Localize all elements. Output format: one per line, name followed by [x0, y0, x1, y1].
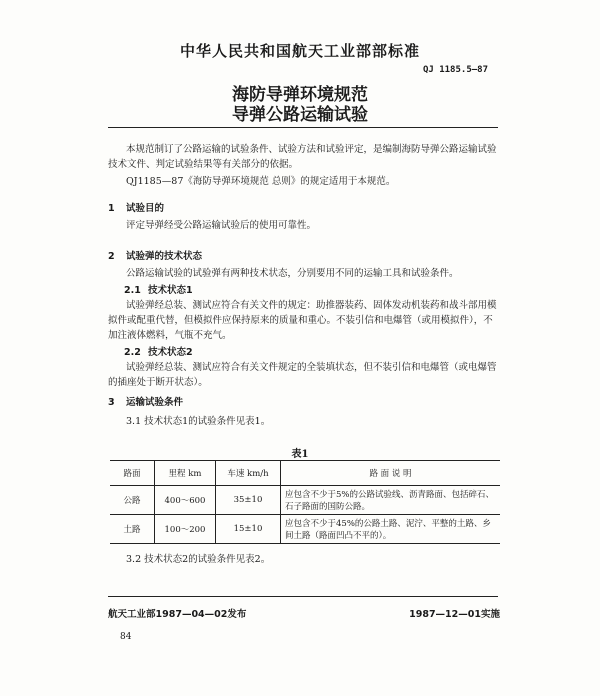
- subsection-2-1-text: 试验弹经总装、测试应符合有关文件的规定：助推器装药、固体发动机装药和战斗部用模拟件或配重代替，但模拟件应保持原来的质量和重心。不装引信和电爆管（或用模拟件），不加注液体燃料，气瓶不充气。: [108, 300, 497, 341]
- table-cell: 应包含不少于45%的公路土路、泥泞、平整的土路、乡间土路（路面凹凸不平的）。: [285, 519, 491, 541]
- table-cell: 35±10: [216, 486, 281, 515]
- intro-reference: QJ1185—87《海防导弹环境规范 总则》的规定适用于本规范。: [126, 176, 396, 187]
- table-cell: 土路: [110, 515, 155, 544]
- subsection-2-2-text: 试验弹经总装、测试应符合有关文件规定的全装填状态，但不装引信和电爆管（或电爆管的插座处于断开状态）。: [108, 362, 497, 388]
- table-cell: 100～200: [155, 515, 216, 544]
- table-cell: 15±10: [216, 515, 281, 544]
- document-subtitle: 导弹公路运输试验: [232, 105, 368, 125]
- header-rule: [108, 127, 498, 128]
- section-number: 2: [108, 251, 115, 262]
- section-3-2-text: 3.2 技术状态2的试验条件见表2。: [126, 554, 271, 565]
- issue-date: 航天工业部1987—04—02发布: [108, 609, 247, 620]
- table-cell: 应包含不少于5%的公路试验线、沥青路面、包括碎石、石子路面的国防公路。: [285, 490, 494, 512]
- subsection-2-2-heading: [124, 344, 193, 358]
- table-header-cell: 里程 km: [155, 461, 216, 486]
- section-title: 试验弹的技术状态: [126, 251, 203, 262]
- section-1-text: 评定导弹经受公路运输试验后的使用可靠性。: [126, 220, 317, 231]
- subsection-number: 2.2: [124, 347, 141, 358]
- table-row: [110, 486, 500, 515]
- section-1-heading: [108, 200, 164, 214]
- document-title: 海防导弹环境规范: [232, 85, 368, 105]
- subsection-title: 技术状态2: [148, 347, 193, 358]
- section-title: 运输试验条件: [126, 397, 184, 408]
- subsection-title: 技术状态1: [148, 285, 193, 296]
- section-2-text: 公路运输试验的试验弹有两种技术状态，分别要用不同的运输工具和试验条件。: [126, 268, 459, 279]
- test-conditions-table: [110, 460, 500, 544]
- effective-date: 1987—12—01实施: [409, 609, 500, 620]
- table-row: [110, 515, 500, 544]
- section-3-text: 3.1 技术状态1的试验条件见表1。: [126, 416, 271, 427]
- section-number: 3: [108, 397, 115, 408]
- table-header-cell: 路面: [110, 461, 155, 486]
- subsection-2-1-heading: [124, 282, 193, 296]
- table-header-cell: 车速 km/h: [216, 461, 281, 486]
- table-header-cell: 路 面 说 明: [369, 469, 412, 479]
- intro-paragraph: 本规范制订了公路运输的试验条件、试验方法和试验评定，是编制海防导弹公路运输试验技术文件、判定试验结果等有关部分的依据。: [108, 144, 497, 170]
- page-number: 84: [120, 632, 132, 642]
- ministry-header: 中华人民共和国航天工业部部标准: [179, 42, 420, 60]
- subsection-number: 2.1: [124, 285, 141, 296]
- table-caption: 表1: [291, 449, 309, 460]
- section-3-heading: [108, 394, 183, 408]
- standard-code: QJ 1185.5—87: [422, 65, 488, 75]
- table-cell: 400～600: [155, 486, 216, 515]
- section-number: 1: [108, 203, 115, 214]
- table-header-row: [110, 461, 500, 486]
- section-2-heading: [108, 248, 202, 262]
- table-cell: 公路: [110, 486, 155, 515]
- footer-rule: [108, 596, 498, 597]
- section-title: 试验目的: [126, 203, 165, 214]
